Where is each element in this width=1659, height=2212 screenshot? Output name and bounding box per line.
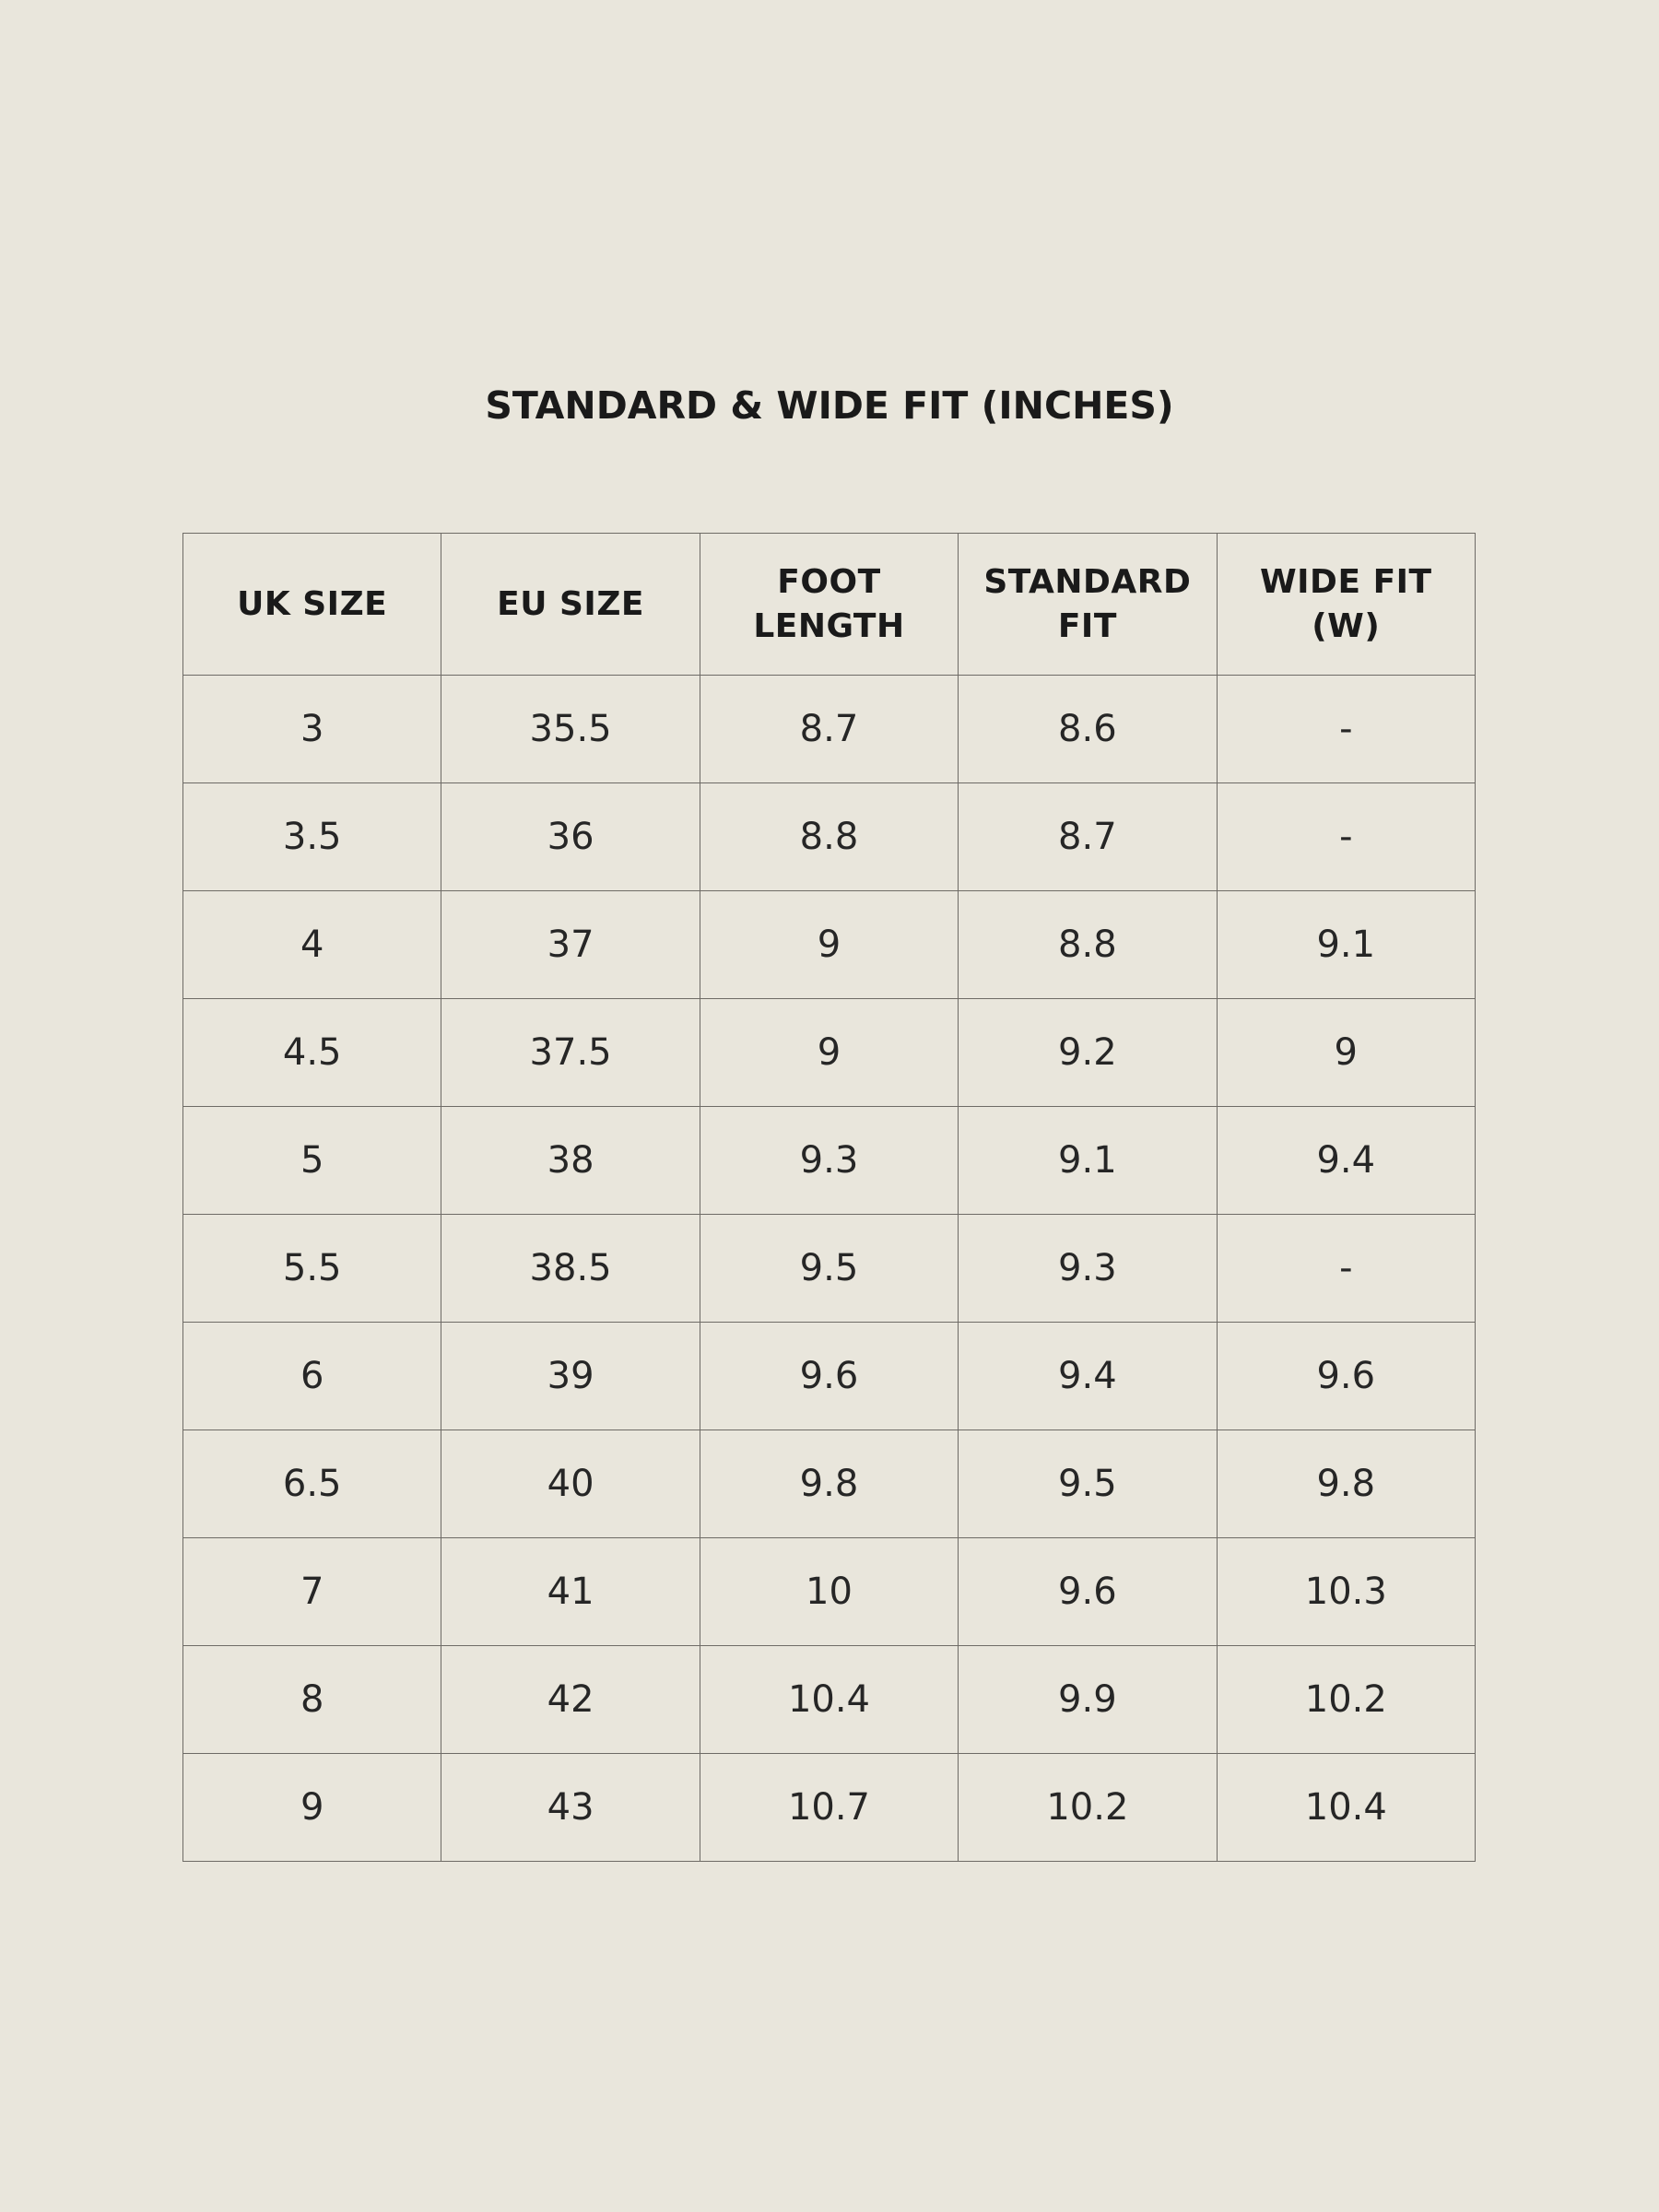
wide-fit-cell: - [1217, 1215, 1475, 1323]
wide-fit-cell: 9.4 [1217, 1107, 1475, 1215]
uk-size-cell: 5.5 [183, 1215, 441, 1323]
standard-fit-cell: 8.6 [959, 676, 1217, 783]
eu-size-cell: 38.5 [441, 1215, 700, 1323]
header-eu-size: EU SIZE [441, 534, 700, 676]
header-standard-fit: STANDARD FIT [959, 534, 1217, 676]
wide-fit-cell: 10.3 [1217, 1538, 1475, 1646]
uk-size-cell: 6 [183, 1323, 441, 1430]
table-row [183, 1538, 1476, 1646]
standard-fit-cell: 9.4 [959, 1323, 1217, 1430]
foot-length-cell: 9.8 [700, 1430, 958, 1538]
foot-length-cell: 10 [700, 1538, 958, 1646]
header-wide-fit: WIDE FIT (W) [1217, 534, 1475, 676]
uk-size-cell: 3.5 [183, 783, 441, 891]
uk-size-cell: 8 [183, 1646, 441, 1754]
uk-size-cell: 3 [183, 676, 441, 783]
eu-size-cell: 35.5 [441, 676, 700, 783]
wide-fit-cell: 10.2 [1217, 1646, 1475, 1754]
table-row [183, 1754, 1476, 1862]
header-uk-size: UK SIZE [183, 534, 441, 676]
eu-size-cell: 42 [441, 1646, 700, 1754]
foot-length-cell: 9.3 [700, 1107, 958, 1215]
eu-size-cell: 36 [441, 783, 700, 891]
standard-fit-cell: 8.8 [959, 891, 1217, 999]
eu-size-cell: 43 [441, 1754, 700, 1862]
table-row [183, 1646, 1476, 1754]
table-row [183, 1215, 1476, 1323]
table-row [183, 1323, 1476, 1430]
uk-size-cell: 4.5 [183, 999, 441, 1107]
wide-fit-cell: 9.8 [1217, 1430, 1475, 1538]
eu-size-cell: 40 [441, 1430, 700, 1538]
wide-fit-cell: - [1217, 783, 1475, 891]
page-title: STANDARD & WIDE FIT (INCHES) [485, 383, 1174, 428]
uk-size-cell: 7 [183, 1538, 441, 1646]
table-row [183, 1430, 1476, 1538]
standard-fit-cell: 8.7 [959, 783, 1217, 891]
standard-fit-cell: 9.2 [959, 999, 1217, 1107]
uk-size-cell: 9 [183, 1754, 441, 1862]
table-row [183, 891, 1476, 999]
foot-length-cell: 10.4 [700, 1646, 958, 1754]
eu-size-cell: 38 [441, 1107, 700, 1215]
header-foot-length: FOOT LENGTH [700, 534, 958, 676]
wide-fit-cell: 9.6 [1217, 1323, 1475, 1430]
table-row [183, 783, 1476, 891]
foot-length-cell: 9.5 [700, 1215, 958, 1323]
foot-length-cell: 8.7 [700, 676, 958, 783]
uk-size-cell: 4 [183, 891, 441, 999]
table-row [183, 676, 1476, 783]
standard-fit-cell: 10.2 [959, 1754, 1217, 1862]
eu-size-cell: 41 [441, 1538, 700, 1646]
foot-length-cell: 9.6 [700, 1323, 958, 1430]
wide-fit-cell: - [1217, 676, 1475, 783]
standard-fit-cell: 9.1 [959, 1107, 1217, 1215]
table-row [183, 1107, 1476, 1215]
wide-fit-cell: 10.4 [1217, 1754, 1475, 1862]
eu-size-cell: 37.5 [441, 999, 700, 1107]
size-chart-table [182, 533, 1476, 1862]
table-header-row [183, 534, 1476, 676]
foot-length-cell: 10.7 [700, 1754, 958, 1862]
eu-size-cell: 39 [441, 1323, 700, 1430]
foot-length-cell: 9 [700, 891, 958, 999]
table-row [183, 999, 1476, 1107]
uk-size-cell: 6.5 [183, 1430, 441, 1538]
standard-fit-cell: 9.6 [959, 1538, 1217, 1646]
uk-size-cell: 5 [183, 1107, 441, 1215]
standard-fit-cell: 9.9 [959, 1646, 1217, 1754]
eu-size-cell: 37 [441, 891, 700, 999]
standard-fit-cell: 9.3 [959, 1215, 1217, 1323]
wide-fit-cell: 9 [1217, 999, 1475, 1107]
foot-length-cell: 8.8 [700, 783, 958, 891]
foot-length-cell: 9 [700, 999, 958, 1107]
wide-fit-cell: 9.1 [1217, 891, 1475, 999]
standard-fit-cell: 9.5 [959, 1430, 1217, 1538]
